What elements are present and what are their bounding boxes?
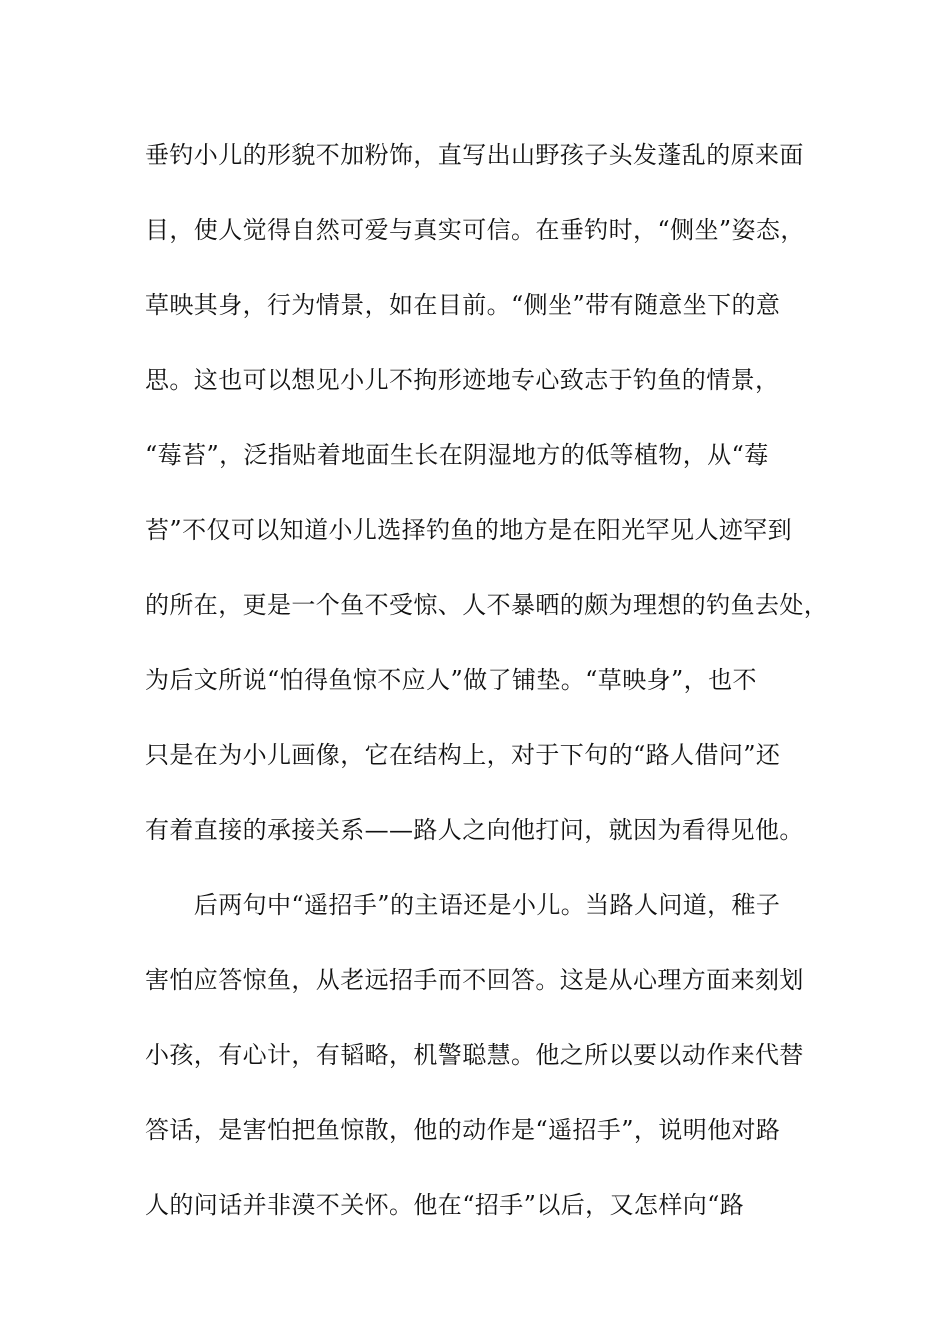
paragraph-first-line: 后两句中“遥招手”的主语还是小儿。当路人问道，稚子 [145, 891, 781, 919]
text-line: 垂钓小儿的形貌不加粉饰，直写出山野孩子头发蓬乱的原来面 [145, 141, 804, 169]
text-line: “莓苔”，泛指贴着地面生长在阴湿地方的低等植物，从“莓 [145, 441, 769, 469]
text-line: 思。这也可以想见小儿不拘形迹地专心致志于钓鱼的情景， [145, 366, 780, 394]
text-line: 有着直接的承接关系——路人之向他打问，就因为看得见他。 [145, 816, 804, 844]
text-line: 苔”不仅可以知道小儿选择钓鱼的地方是在阳光罕见人迹罕到 [145, 516, 793, 544]
text-line: 答话，是害怕把鱼惊散，他的动作是“遥招手”，说明他对路 [145, 1116, 781, 1144]
text-line: 目，使人觉得自然可爱与真实可信。在垂钓时，“侧坐”姿态， [145, 216, 805, 244]
text-line: 草映其身，行为情景，如在目前。“侧坐”带有随意坐下的意 [145, 291, 781, 319]
text-line: 人的问话并非漠不关怀。他在“招手”以后，又怎样向“路 [145, 1191, 745, 1219]
text-line: 只是在为小儿画像，它在结构上，对于下句的“路人借问”还 [145, 741, 781, 769]
text-line: 小孩，有心计，有韬略，机警聪慧。他之所以要以动作来代替 [145, 1041, 804, 1069]
text-line: 害怕应答惊鱼，从老远招手而不回答。这是从心理方面来刻划 [145, 966, 804, 994]
text-line: 为后文所说“怕得鱼惊不应人”做了铺垫。“草映身”，也不 [145, 666, 757, 694]
body-text [145, 135, 829, 1260]
text-line: 的所在，更是一个鱼不受惊、人不暴晒的颇为理想的钓鱼去处， [145, 591, 829, 619]
